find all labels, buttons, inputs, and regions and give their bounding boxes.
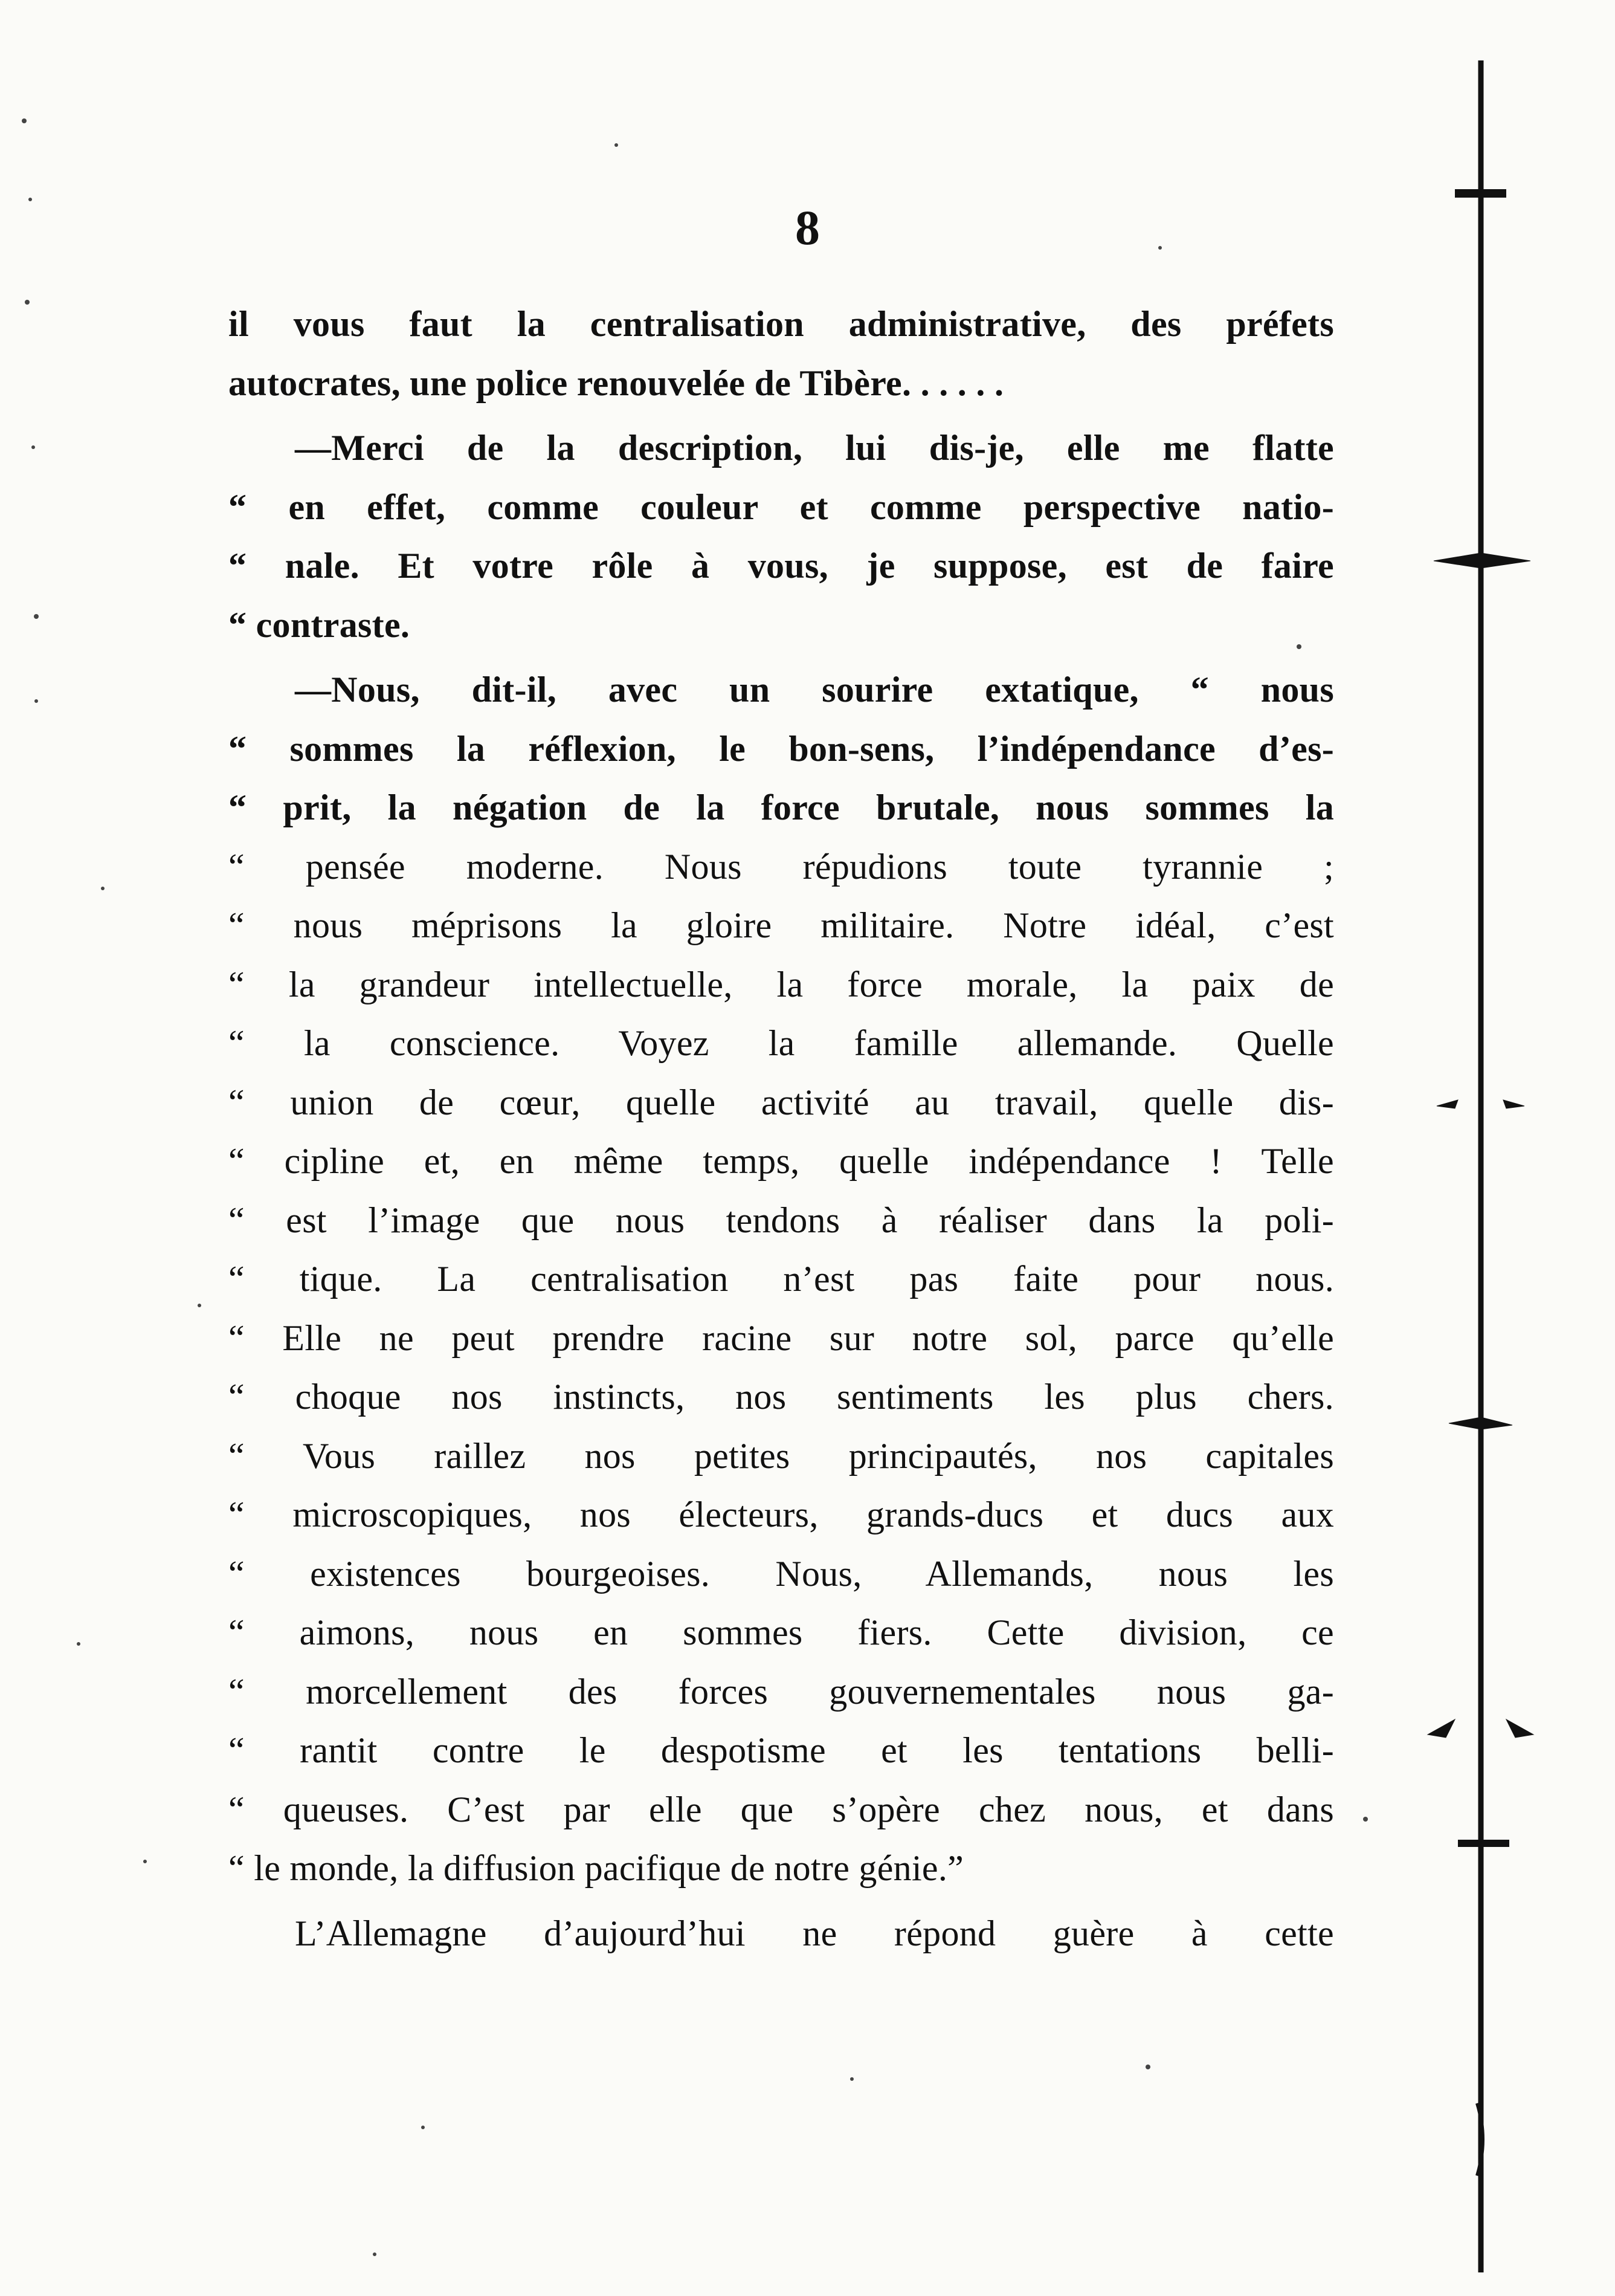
text-line: “ Elle ne peut prendre racine sur notre sol, parce qu’elle — [228, 1318, 1334, 1358]
text-line: “ rantit contre le despotisme et les tentations belli- — [228, 1730, 1334, 1770]
text-line: autocrates, une police renouvelée de Tibère. . . . . . — [228, 363, 1004, 403]
text-line: il vous faut la centralisation administrative, des préfets — [228, 304, 1334, 344]
text-line: “ nous méprisons la gloire militaire. Notre idéal, c’est — [228, 905, 1334, 945]
text-line: “ aimons, nous en sommes fiers. Cette division, ce — [228, 1612, 1334, 1652]
text-line: —Merci de la description, lui dis-je, elle me flatte — [295, 428, 1334, 468]
binding-edge-rule — [1422, 0, 1615, 2296]
text-line: “ tique. La centralisation n’est pas faite pour nous. — [228, 1259, 1334, 1299]
text-line: “ la grandeur intellectuelle, la force morale, la paix de — [228, 964, 1334, 1004]
text-line: “ choque nos instincts, nos sentiments les plus chers. — [228, 1377, 1334, 1417]
text-line: “ pensée moderne. Nous répudions toute tyrannie ; — [228, 846, 1334, 887]
text-line: “ nale. Et votre rôle à vous, je suppose, est de faire — [228, 546, 1334, 586]
text-line: “ Vous raillez nos petites principautés, nos capitales — [228, 1435, 1334, 1476]
text-line: L’Allemagne d’aujourd’hui ne répond guère à cette — [295, 1913, 1334, 1953]
text-line: —Nous, dit-il, avec un sourire extatique, “ nous — [295, 670, 1334, 710]
text-line: “ en effet, comme couleur et comme perspective natio- — [228, 487, 1334, 527]
text-line: “ contraste. — [228, 604, 410, 645]
text-line: “ queuses. C’est par elle que s’opère chez nous, et dans — [228, 1789, 1334, 1829]
text-line: “ est l’image que nous tendons à réaliser dans la poli- — [228, 1200, 1334, 1240]
text-line: “ le monde, la diffusion pacifique de notre génie.” — [228, 1848, 964, 1888]
text-line: “ sommes la réflexion, le bon-sens, l’indépendance d’es- — [228, 728, 1334, 769]
page-number: 8 — [795, 200, 820, 255]
body-text — [228, 295, 1334, 1963]
text-line: “ morcellement des forces gouvernementales nous ga- — [228, 1671, 1334, 1712]
text-line: “ existences bourgeoises. Nous, Allemands, nous les — [228, 1553, 1334, 1594]
text-line: “ cipline et, en même temps, quelle indépendance ! Telle — [228, 1141, 1334, 1181]
text-line: “ microscopiques, nos électeurs, grands-ducs et ducs aux — [228, 1495, 1334, 1534]
text-line: “ union de cœur, quelle activité au travail, quelle dis- — [228, 1082, 1334, 1122]
text-line: “ prit, la négation de la force brutale, nous sommes la — [228, 787, 1334, 827]
text-line: “ la conscience. Voyez la famille allemande. Quelle — [228, 1023, 1334, 1063]
